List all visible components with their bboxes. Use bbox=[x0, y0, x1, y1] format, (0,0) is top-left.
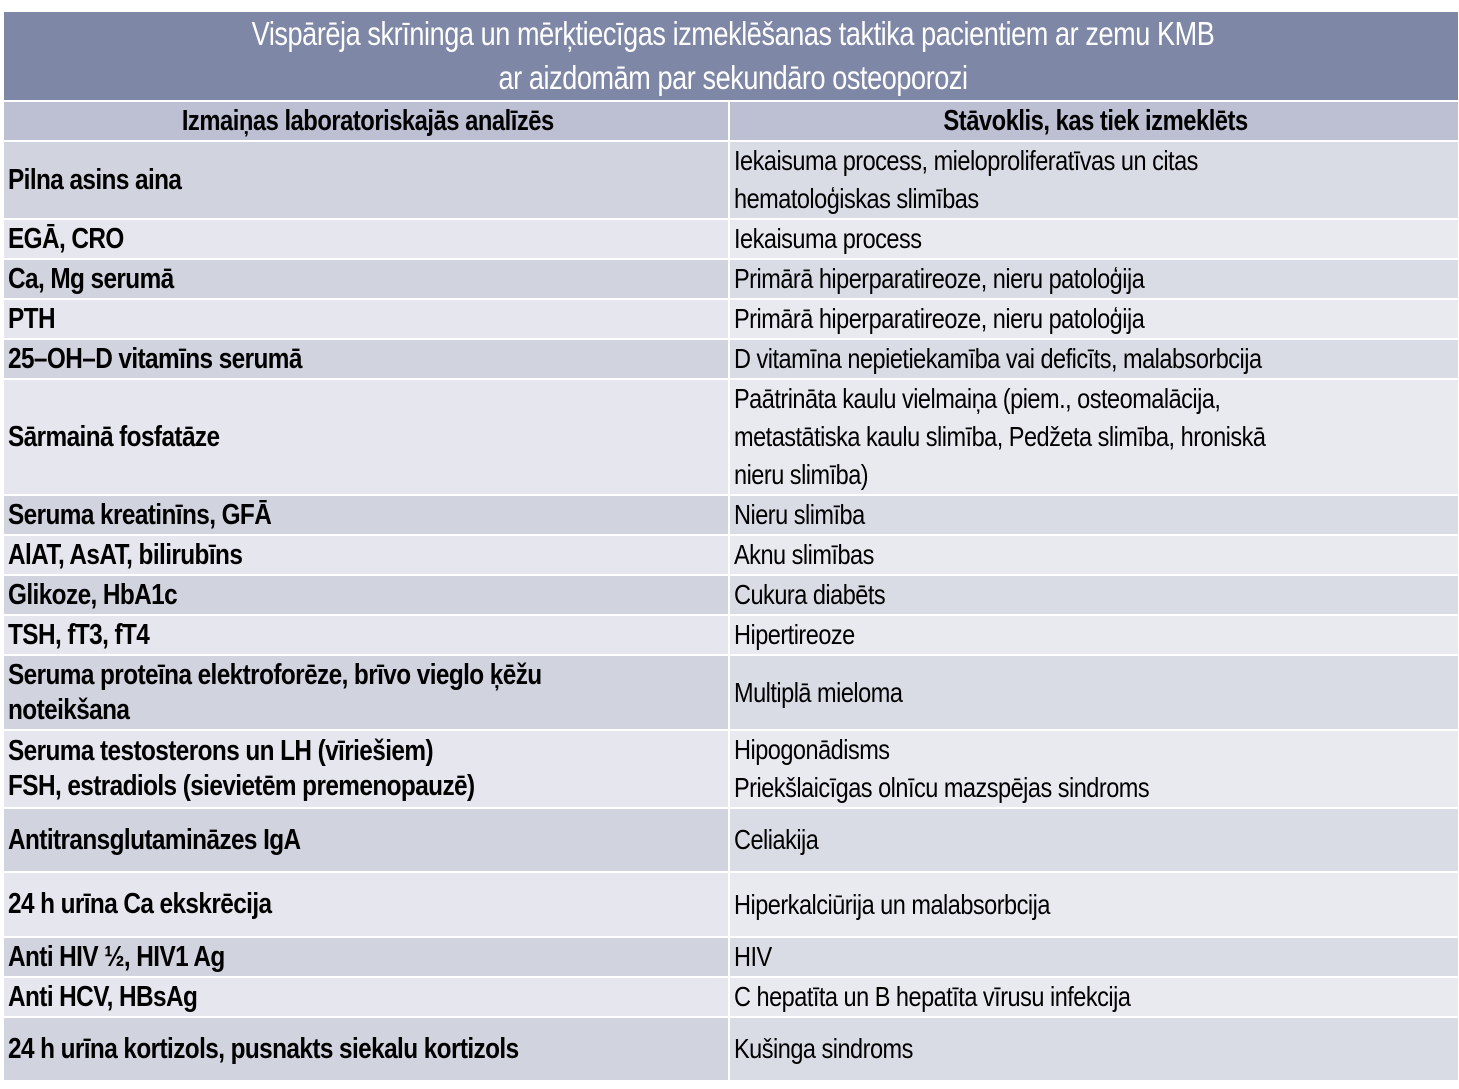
condition-cell bbox=[729, 730, 1459, 808]
table-title bbox=[3, 11, 1459, 101]
table-row bbox=[3, 1017, 1459, 1081]
condition-text: Cukura diabēts bbox=[734, 579, 886, 610]
lab-test-text: Anti HIV ½, HIV1 Ag bbox=[8, 940, 225, 973]
lab-test-text: FSH, estradiols (sievietēm premenopauzē) bbox=[8, 770, 475, 802]
table-row bbox=[3, 977, 1459, 1017]
lab-test-text: Seruma testosterons un LH (vīriešiem) bbox=[8, 735, 433, 767]
lab-test-cell bbox=[3, 977, 729, 1017]
condition-text: Hiperkalciūrija un malabsorbcija bbox=[734, 888, 1050, 920]
lab-test-cell bbox=[3, 615, 729, 655]
lab-test-text: Seruma kreatinīns, GFĀ bbox=[8, 498, 272, 531]
lab-test-text: Sārmainā fosfatāze bbox=[8, 420, 220, 453]
table-row bbox=[3, 937, 1459, 977]
lab-test-text: Antitransglutamināzes IgA bbox=[8, 823, 301, 856]
table-row bbox=[3, 615, 1459, 655]
lab-test-cell bbox=[3, 575, 729, 615]
lab-test-text: PTH bbox=[8, 302, 55, 335]
condition-cell bbox=[729, 379, 1459, 495]
condition-cell bbox=[729, 495, 1459, 535]
lab-test-cell bbox=[3, 379, 729, 495]
condition-cell bbox=[729, 141, 1459, 219]
condition-cell bbox=[729, 808, 1459, 872]
table-row bbox=[3, 379, 1459, 495]
lab-test-cell bbox=[3, 259, 729, 299]
condition-text: nieru slimība) bbox=[734, 459, 869, 490]
table-body bbox=[3, 141, 1459, 1081]
lab-test-cell bbox=[3, 219, 729, 259]
condition-text: Kušinga sindroms bbox=[734, 1033, 913, 1064]
table-row bbox=[3, 141, 1459, 219]
lab-test-text: TSH, fT3, fT4 bbox=[8, 618, 150, 651]
condition-text: Celiakija bbox=[734, 824, 819, 855]
condition-text: metastātiska kaulu slimība, Pedžeta slimība, hroniskā bbox=[734, 421, 1266, 452]
table-title-line-1: Vispārēja skrīninga un mērķtiecīgas izmeklēšanas taktika pacientiem ar zemu KMB bbox=[251, 15, 1215, 52]
table-row bbox=[3, 575, 1459, 615]
condition-cell bbox=[729, 977, 1459, 1017]
condition-text: Paātrināta kaulu vielmaiņa (piem., osteomalācija, bbox=[734, 383, 1221, 414]
lab-test-text: 24 h urīna Ca ekskrēcija bbox=[8, 888, 272, 920]
condition-text: Nieru slimība bbox=[734, 499, 865, 530]
condition-cell bbox=[729, 535, 1459, 575]
lab-test-cell bbox=[3, 730, 729, 808]
lab-test-text: Seruma proteīna elektroforēze, brīvo vieglo ķēžu bbox=[8, 658, 542, 691]
lab-test-cell bbox=[3, 1017, 729, 1081]
condition-text: Primārā hiperparatireoze, nieru patoloģija bbox=[734, 303, 1145, 334]
screening-table bbox=[2, 10, 1459, 1082]
table-row bbox=[3, 219, 1459, 259]
column-header-condition: Stāvoklis, kas tiek izmeklēts bbox=[729, 101, 1459, 141]
lab-test-cell bbox=[3, 141, 729, 219]
title-row bbox=[3, 11, 1459, 101]
table-row bbox=[3, 259, 1459, 299]
lab-test-text: 25–OH–D vitamīns serumā bbox=[8, 342, 302, 375]
lab-test-cell bbox=[3, 872, 729, 937]
table-row bbox=[3, 495, 1459, 535]
lab-test-text: Glikoze, HbA1c bbox=[8, 578, 178, 611]
lab-test-cell bbox=[3, 808, 729, 872]
lab-test-cell bbox=[3, 937, 729, 977]
header-row bbox=[3, 101, 1459, 141]
condition-text: HIV bbox=[734, 941, 772, 972]
lab-test-text: Anti HCV, HBsAg bbox=[8, 980, 198, 1013]
condition-cell bbox=[729, 299, 1459, 339]
condition-text: Primārā hiperparatireoze, nieru patoloģija bbox=[734, 263, 1145, 294]
column-header-lab-changes: Izmaiņas laboratoriskajās analīzēs bbox=[3, 101, 729, 141]
condition-text: D vitamīna nepietiekamība vai deficīts, malabsorbcija bbox=[734, 343, 1262, 374]
condition-text: Iekaisuma process bbox=[734, 223, 922, 254]
condition-text: Iekaisuma process, mieloproliferatīvas un citas bbox=[734, 145, 1198, 176]
condition-text: C hepatīta un B hepatīta vīrusu infekcija bbox=[734, 981, 1131, 1012]
lab-test-cell bbox=[3, 495, 729, 535]
condition-cell bbox=[729, 615, 1459, 655]
condition-cell bbox=[729, 575, 1459, 615]
lab-test-text: noteikšana bbox=[8, 693, 130, 726]
condition-text: Aknu slimības bbox=[734, 539, 874, 570]
table-row bbox=[3, 808, 1459, 872]
condition-text: hematoloģiskas slimības bbox=[734, 183, 979, 214]
condition-cell bbox=[729, 872, 1459, 937]
lab-test-cell bbox=[3, 535, 729, 575]
table-title-line-2: ar aizdomām par sekundāro osteoporozi bbox=[498, 59, 968, 96]
condition-cell bbox=[729, 219, 1459, 259]
lab-test-text: Ca, Mg serumā bbox=[8, 262, 174, 295]
table-row bbox=[3, 299, 1459, 339]
table-row bbox=[3, 535, 1459, 575]
lab-test-text: AlAT, AsAT, bilirubīns bbox=[8, 538, 243, 571]
condition-text: Multiplā mieloma bbox=[734, 676, 903, 708]
table-row bbox=[3, 339, 1459, 379]
lab-test-cell bbox=[3, 299, 729, 339]
table-row bbox=[3, 730, 1459, 808]
table-row bbox=[3, 655, 1459, 730]
lab-test-cell bbox=[3, 339, 729, 379]
condition-cell bbox=[729, 655, 1459, 730]
condition-cell bbox=[729, 937, 1459, 977]
lab-test-text: EGĀ, CRO bbox=[8, 222, 124, 255]
lab-test-text: Pilna asins aina bbox=[8, 163, 182, 196]
table-row bbox=[3, 872, 1459, 937]
condition-cell bbox=[729, 1017, 1459, 1081]
condition-cell bbox=[729, 339, 1459, 379]
condition-text: Hipogonādisms bbox=[734, 734, 890, 765]
condition-text: Priekšlaicīgas olnīcu mazspējas sindroms bbox=[734, 772, 1150, 803]
condition-text: Hipertireoze bbox=[734, 619, 855, 650]
lab-test-text: 24 h urīna kortizols, pusnakts siekalu kortizols bbox=[8, 1032, 519, 1065]
condition-cell bbox=[729, 259, 1459, 299]
lab-test-cell bbox=[3, 655, 729, 730]
